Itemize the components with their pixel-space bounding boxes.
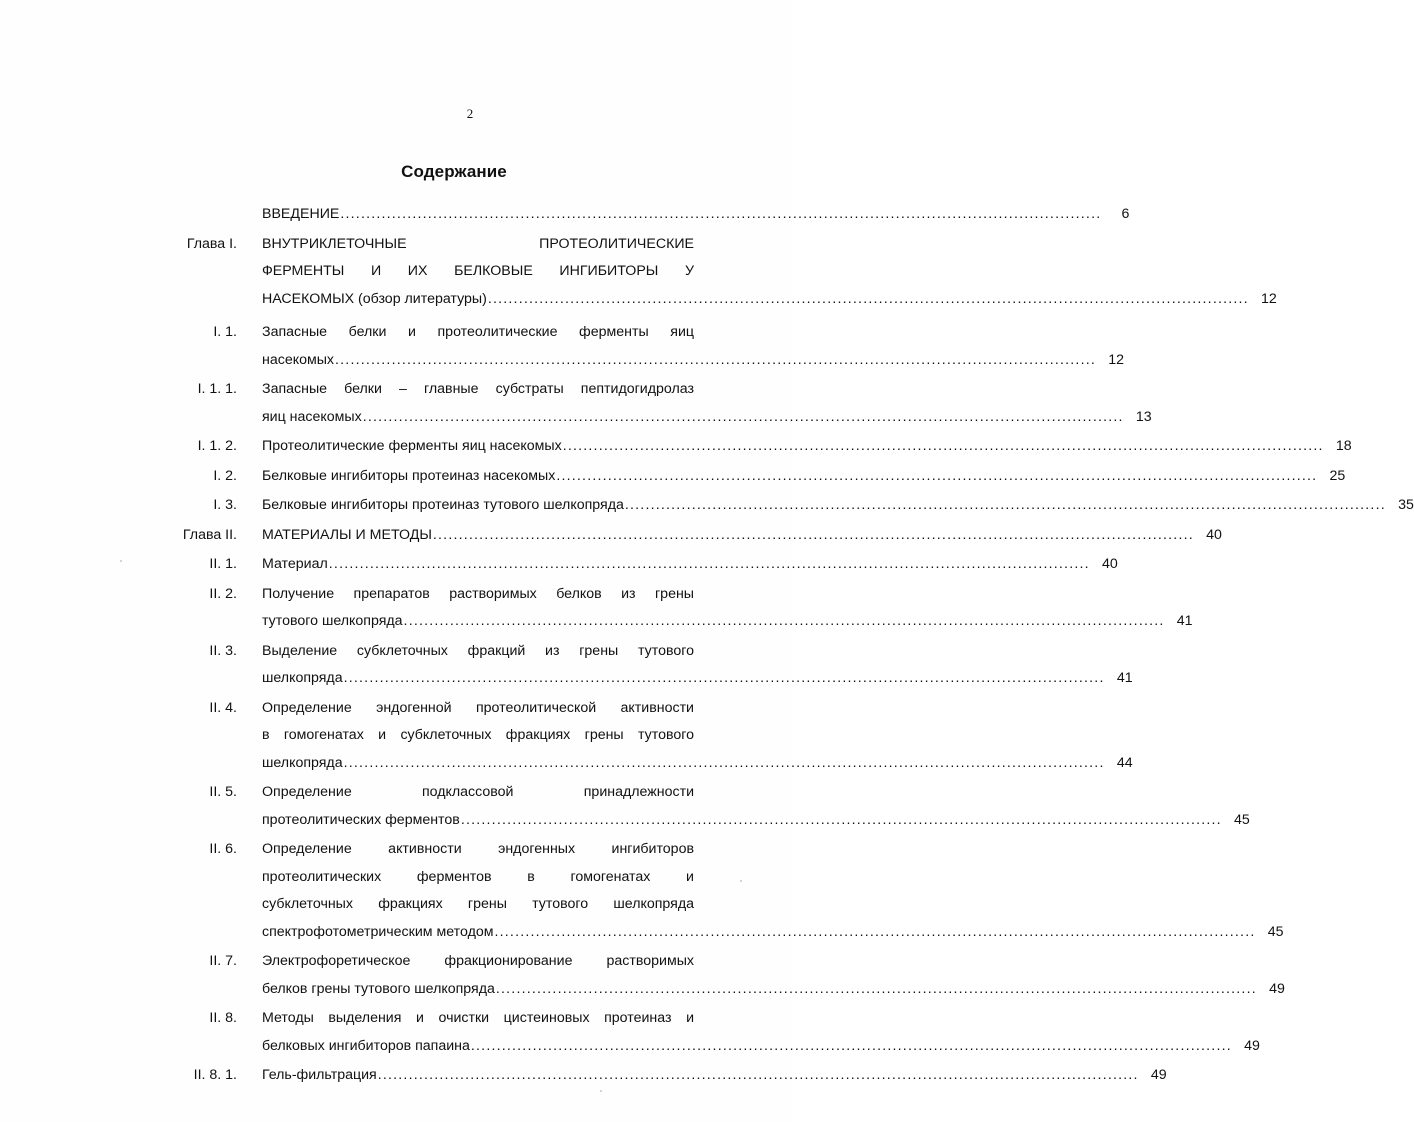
toc-entry-line: Выделение субклеточных фракций из грены тутового [262,642,694,659]
dot-leader: .................................................................................................................................................... [556,467,1318,484]
toc-entry-title: НАСЕКОМЫХ (обзор литературы) [262,290,487,307]
toc-entry-number: Глава II. [182,526,237,543]
toc-entry-number: II. 2. [209,585,237,602]
toc-entry-last-line [262,492,1414,520]
toc-entry-title: Материал [262,556,328,572]
toc-entry-title: тутового шелкопряда [262,613,403,629]
toc-entry-number: II. 8. [209,1010,237,1026]
toc-entry-text [262,695,1133,778]
toc-entry-number: I. 1. 1. [197,381,237,397]
toc-entry-line: Методы выделения и очистки цистеиновых протеиназ и [262,1010,694,1026]
scan-speck [600,1090,602,1092]
toc-entry-text [262,551,1118,579]
toc-entry [0,433,1352,461]
toc-entry-last-line [262,286,1277,314]
toc-entry-number: Глава I. [186,235,237,252]
scan-speck [120,560,122,562]
toc-entry [0,231,1277,314]
toc-entry-line: Определение подклассовой принадлежности [262,784,694,800]
toc-entry [0,551,1118,579]
toc-entry [0,319,1124,374]
dot-leader: .................................................................................................................................................... [432,526,1194,543]
toc-entry-title: белковых ингибиторов папаина [262,1037,470,1054]
toc-entry-number: I. 3. [213,497,237,513]
toc-entry [0,1062,1167,1090]
toc-entry [0,522,1222,550]
toc-entry-line: Запасные белки – главные субстраты пептидогидролаз [262,381,694,397]
toc-entry-number: II. 3. [209,642,237,659]
toc-entry [0,201,1130,229]
dot-leader: .................................................................................................................................................... [624,497,1386,513]
toc-entry-title: протеолитических ферментов [262,811,460,828]
toc-entry [0,376,1152,431]
toc-entry-title: ВВЕДЕНИЕ [262,206,340,222]
toc-entry-last-line [262,463,1346,491]
toc-page-number: 45 [1267,923,1284,940]
toc-page-number: 49 [1244,1037,1260,1054]
dot-leader: .................................................................................................................................................... [470,1037,1232,1054]
toc-entry-number: II. 1. [209,556,237,572]
toc-entry-text [262,638,1133,693]
toc-entry-line: в гомогенатах и субклеточных фракциях грены тутового [262,727,694,743]
toc-entry [0,492,1414,520]
toc-entry [0,836,1284,946]
toc-entry-number: I. 1. 2. [197,438,237,454]
toc-entry-text [262,319,1124,374]
toc-entry [0,638,1133,693]
dot-leader: .................................................................................................................................................... [340,206,1102,222]
dot-leader: .................................................................................................................................................... [487,290,1249,307]
toc-entry-line: субклеточных фракциях грены тутового шелкопряда [262,896,694,912]
toc-entry-number: II. 8. 1. [193,1067,237,1083]
toc-entry-number: II. 7. [209,953,237,969]
toc-entry-last-line [262,665,1133,693]
toc-page-number: 49 [1269,980,1285,997]
toc-entry-text [262,836,1284,946]
toc-entry-number: II. 5. [209,784,237,800]
toc-entry-last-line [262,433,1352,461]
dot-leader: .................................................................................................................................................... [403,613,1165,629]
toc-entry-line: Запасные белки и протеолитические ферменты яиц [262,324,694,340]
toc-entry-title: яиц насекомых [262,408,362,425]
dot-leader: .................................................................................................................................................... [343,754,1105,771]
toc-entry-title: спектрофотометрическим методом [262,923,494,940]
toc-entry-title: Белковые ингибиторы протеиназ насекомых [262,467,556,484]
toc-entry-text [262,463,1346,491]
toc-page-number: 18 [1335,438,1352,454]
toc-entry-title: белков грены тутового шелкопряда [262,980,495,997]
toc-entry [0,695,1133,778]
toc-entry-last-line [262,347,1124,375]
toc-entry-line: ВНУТРИКЛЕТОЧНЫЕ ПРОТЕОЛИТИЧЕСКИЕ [262,235,694,252]
toc-entry [0,948,1285,1003]
toc-entry-last-line [262,551,1118,579]
toc-entry-last-line [262,807,1250,835]
dot-leader: .................................................................................................................................................... [495,980,1257,997]
toc-entry-text [262,522,1222,550]
dot-leader: .................................................................................................................................................... [362,408,1124,425]
page-title: Содержание [401,162,507,181]
toc-entry-text [262,433,1352,461]
toc-entry-last-line [262,1062,1167,1090]
toc-page-number: 41 [1176,613,1193,629]
toc-page-number: 44 [1116,754,1133,771]
toc-entry-text [262,492,1414,520]
toc-entry-number: II. 6. [209,841,237,857]
toc-entry-title: Белковые ингибиторы протеиназ тутового шелкопряда [262,497,624,513]
toc-entry-last-line [262,608,1193,636]
toc-page-number: 41 [1116,670,1133,686]
toc-page-number: 45 [1234,811,1250,828]
toc-entry-number: I. 1. [213,324,237,340]
toc-entry [0,581,1193,636]
toc-entry-text [262,948,1285,1003]
toc-entry-number: I. 2. [213,467,237,484]
toc-entry-text [262,779,1250,834]
toc-entry-line: Определение активности эндогенных ингибиторов [262,841,694,857]
page-number: 2 [466,106,474,121]
toc-page-number: 6 [1121,206,1130,222]
toc-page-number: 40 [1101,556,1118,572]
scan-speck [740,880,742,882]
toc-entry-last-line [262,919,1284,947]
toc-entry-last-line [262,522,1222,550]
toc-entry-text [262,581,1193,636]
toc-page-number: 40 [1206,526,1222,543]
toc-entry-text [262,376,1152,431]
toc-entry-last-line [262,976,1285,1004]
dot-leader: .................................................................................................................................................... [460,811,1222,828]
toc-entry-last-line [262,404,1152,432]
dot-leader: .................................................................................................................................................... [335,351,1096,368]
toc-entry-line: Электрофоретическое фракционирование растворимых [262,953,694,969]
toc-entry-title: Протеолитические ферменты яиц насекомых [262,438,562,454]
toc-entry-line: протеолитических ферментов в гомогенатах и [262,868,694,885]
toc-entry-title: насекомых [262,351,335,368]
toc-entry-line: ФЕРМЕНТЫ И ИХ БЕЛКОВЫЕ ИНГИБИТОРЫ У [262,263,694,279]
dot-leader: .................................................................................................................................................... [343,670,1105,686]
toc-entry-title: МАТЕРИАЛЫ И МЕТОДЫ [262,526,432,543]
dot-leader: .................................................................................................................................................... [562,438,1324,454]
dot-leader: .................................................................................................................................................... [377,1067,1139,1083]
toc-entry-title: шелкопряда [262,670,343,686]
toc-entry-title: шелкопряда [262,754,343,771]
toc-entry-last-line [262,1033,1260,1061]
toc-entry-text [262,231,1277,314]
toc-entry-last-line [262,201,1130,229]
toc-entry-text [262,201,1130,229]
dot-leader: .................................................................................................................................................... [328,556,1090,572]
toc-entry-text [262,1005,1260,1060]
toc-page-number: 13 [1135,408,1152,425]
toc-entry [0,1005,1260,1060]
toc-page-number: 25 [1329,467,1346,484]
toc-entry-text [262,1062,1167,1090]
toc-page-number: 12 [1108,351,1124,368]
toc-entry-line: Получение препаратов растворимых белков из грены [262,585,694,602]
toc-entry [0,779,1250,834]
table-of-contents [0,201,1414,1090]
toc-entry-title: Гель-фильтрация [262,1067,377,1083]
toc-entry-last-line [262,750,1133,778]
toc-page-number: 35 [1398,497,1414,513]
toc-page-number: 49 [1150,1067,1167,1083]
dot-leader: .................................................................................................................................................... [494,923,1256,940]
toc-entry-number: II. 4. [209,699,237,716]
toc-entry-line: Определение эндогенной протеолитической активности [262,699,694,716]
toc-entry [0,463,1346,491]
toc-page-number: 12 [1261,290,1277,307]
